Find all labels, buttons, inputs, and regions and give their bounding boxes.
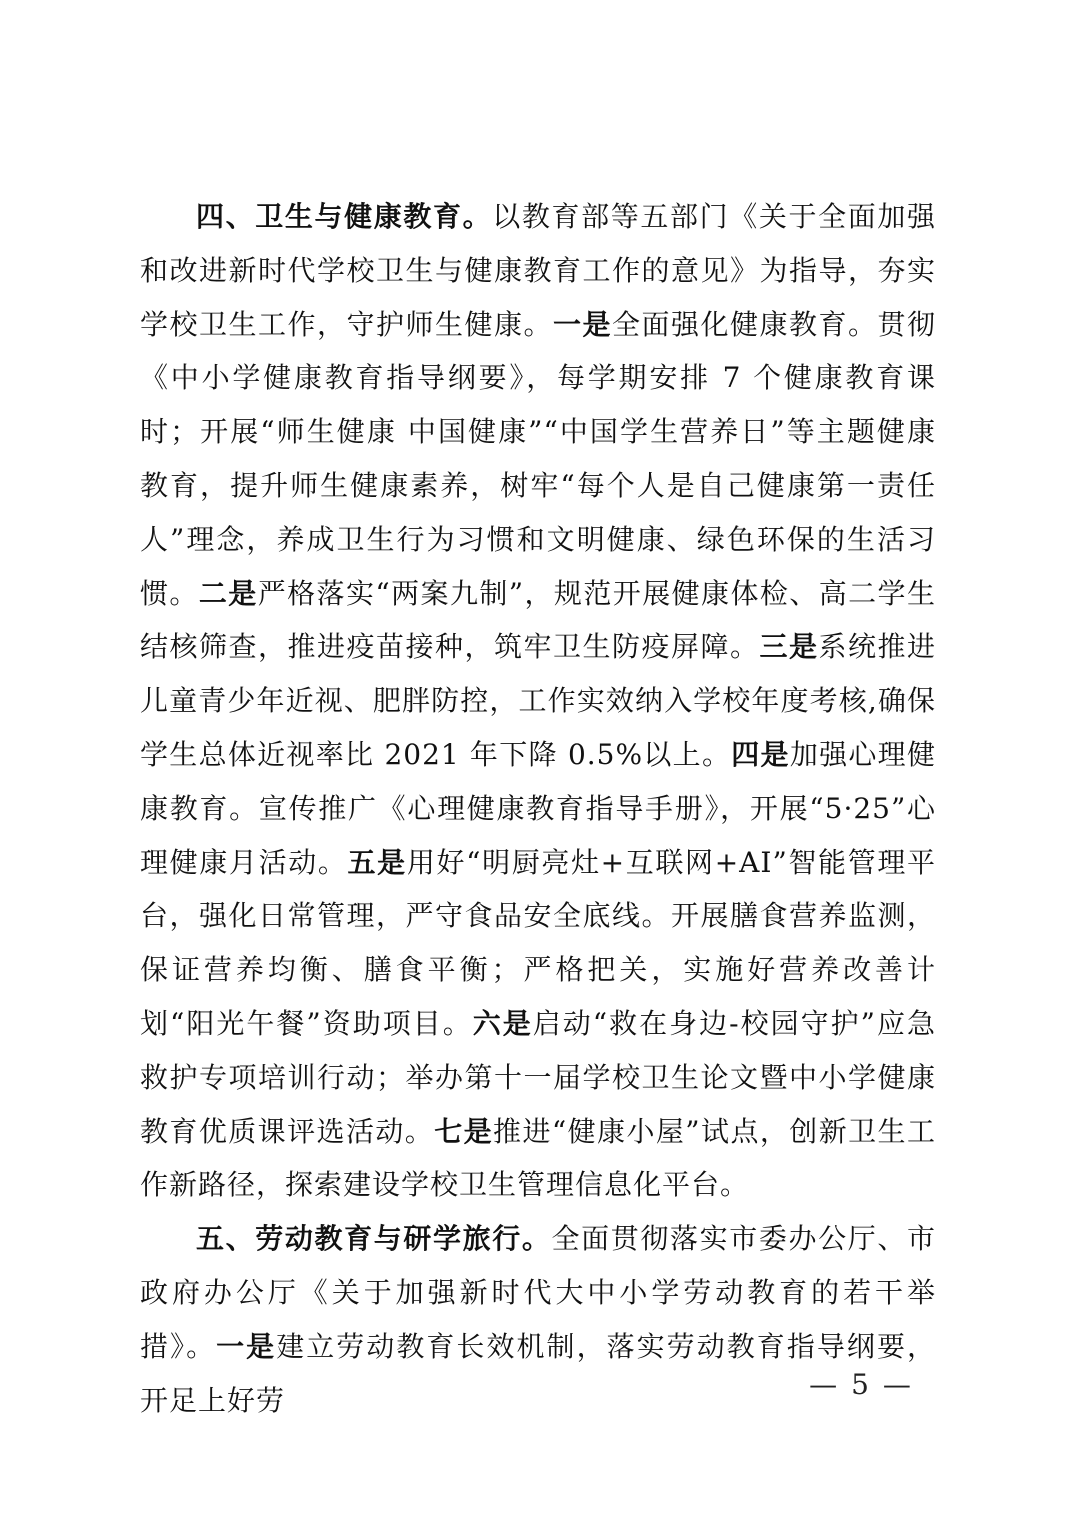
point-label: 一是 <box>552 307 612 341</box>
point-label: 四是 <box>731 737 790 771</box>
point-label: 七是 <box>434 1114 494 1148</box>
paragraph-text: 严格落实“两案九制”，规范开展健康体检、高二学生结核筛查，推进疫苗接种，筑牢卫生防疫屏障。 <box>140 576 936 664</box>
point-label: 一是 <box>216 1329 277 1363</box>
paragraph-text: 用好“明厨亮灶+互联网+AI”智能管理平台，强化日常管理，严守食品安全底线。开展膳食营养监测，保证营养均衡、膳食平衡；严格把关，实施好营养改善计划“阳光午餐”资助项目。 <box>140 845 936 1040</box>
paragraph-text: 以教育部等五部门《关于全面加强和改进新时代学校卫生与健康教育工作的意见》为指导，夯实学校卫生工作，守护师生健康。 <box>140 200 936 341</box>
section-heading-labor: 五、劳动教育与研学旅行。 <box>196 1222 552 1256</box>
paragraph-text: 系统推进儿童青少年近视、肥胖防控，工作实效纳入学校年度考核,确保学生总体近视率比 2021 年下降 0.5%以上。 <box>140 630 936 771</box>
paragraph-text: 全面强化健康教育。贯彻《中小学健康教育指导纲要》，每学期安排 7 个健康教育课时；开展“师生健康 中国健康”“中国学生营养日”等主题健康教育，提升师生健康素养，树牢“每个人是自己健康第一责任人”理念，养成卫生行为习惯和文明健康、绿色环保的生活习惯。 <box>140 307 936 610</box>
paragraph-health-education <box>140 190 936 1212</box>
footer-dash-left: — <box>809 1368 838 1401</box>
paragraph-text: 推进“健康小屋”试点，创新卫生工作新路径，探索建设学校卫生管理信息化平台。 <box>140 1114 936 1202</box>
paragraph-text: 启动“救在身边-校园守护”应急救护专项培训行动；举办第十一届学校卫生论文暨中小学健康教育优质课评选活动。 <box>140 1006 936 1148</box>
page-number: 5 <box>851 1368 869 1401</box>
paragraph-text: 全面贯彻落实市委办公厅、市政府办公厅《关于加强新时代大中小学劳动教育的若干举措》。 <box>140 1222 936 1363</box>
document-body <box>140 190 936 1427</box>
point-label: 三是 <box>759 630 819 664</box>
footer-dash-right: — <box>882 1368 911 1401</box>
section-heading-health: 四、卫生与健康教育。 <box>196 200 493 233</box>
page-footer <box>800 1368 920 1401</box>
point-label: 五是 <box>347 845 407 879</box>
paragraph-text: 建立劳动教育长效机制，落实劳动教育指导纲要，开足上好劳 <box>140 1329 936 1417</box>
paragraph-text: 加强心理健康教育。宣传推广《心理健康教育指导手册》，开展“5·25”心理健康月活动。 <box>140 737 936 879</box>
point-label: 二是 <box>198 576 258 610</box>
point-label: 六是 <box>472 1006 533 1040</box>
